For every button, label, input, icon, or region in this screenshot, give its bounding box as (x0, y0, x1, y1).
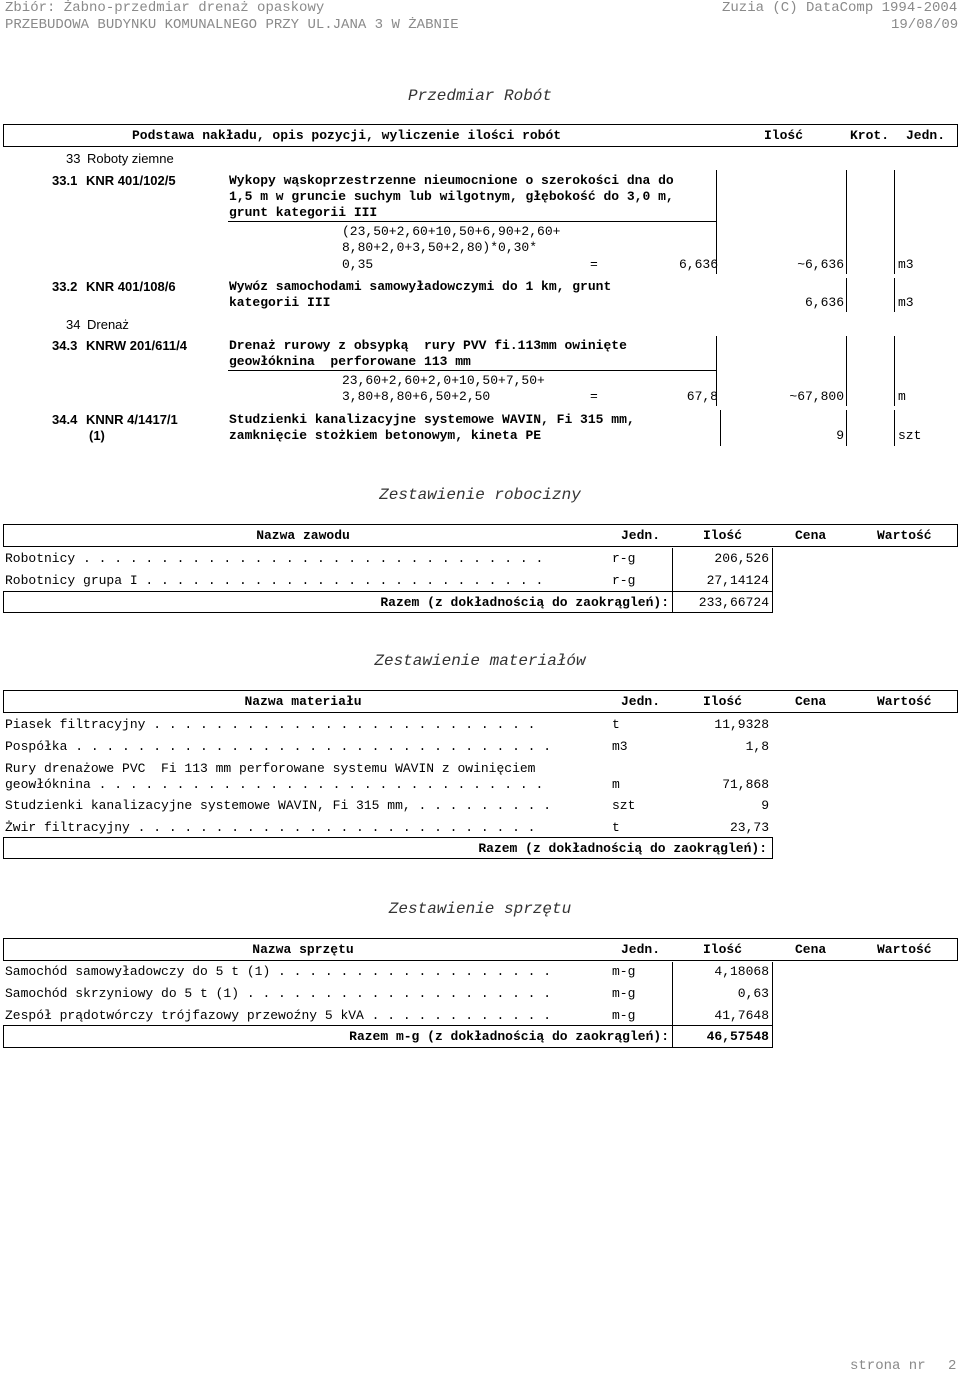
row-ilosc: 206,526 (714, 551, 769, 566)
row-jedn: r-g (612, 573, 636, 588)
divider (894, 170, 895, 274)
divider (846, 410, 847, 446)
row-ilosc: 4,18068 (714, 964, 769, 979)
total-label: Razem m-g (z dokładnością do zaokrągleń): (349, 1029, 669, 1044)
item-opis-line: Wywóz samochodami samowyładowczymi do 1 km, grunt (229, 279, 612, 294)
divider (846, 170, 847, 274)
divider (894, 278, 895, 312)
section-name: Drenaż (87, 317, 129, 332)
project-name: PRZEBUDOWA BUDYNKU KOMUNALNEGO PRZY UL.JANA 3 W ŻABNIE (5, 17, 459, 33)
total-label: Razem (z dokładnością do zaokrągleń): (478, 841, 767, 856)
row-ilosc: 23,73 (729, 820, 769, 835)
robocizna-title: Zestawienie robocizny (379, 486, 581, 504)
section-number: 34 (66, 317, 81, 332)
row-ilosc: 11,9328 (714, 717, 769, 732)
divider (716, 336, 717, 406)
row-nazwa: Robotnicy . . . . . . . . . . . . . . . . . . . . . . . . . . . . . . (5, 551, 544, 566)
total-value: 46,57548 (706, 1029, 769, 1044)
row-ilosc: 41,7648 (714, 1008, 769, 1023)
row-nazwa: Studzienki kanalizacyjne systemowe WAVIN, Fi 315 mm, . . . . . . . . . (5, 798, 552, 813)
item-podstawa: KNNR 4/1417/1 (86, 412, 178, 427)
item-ilosc: ~67,800 (789, 389, 844, 404)
item-lp: 33.1 (52, 173, 78, 188)
row-jedn: t (612, 717, 620, 732)
row-nazwa: Samochód skrzyniowy do 5 t (1) . . . . . . . . . . . . . . . . . . . . (5, 986, 552, 1001)
row-nazwa: Robotnicy grupa I . . . . . . . . . . . . . . . . . . . . . . . . . . (5, 573, 544, 588)
column-wartosc: Wartość (877, 528, 932, 543)
document-date: 19/08/09 (891, 17, 959, 33)
column-jedn: Jedn. (621, 528, 661, 543)
item-jedn: m3 (898, 295, 914, 310)
column-nazwa: Nazwa materiału (244, 694, 362, 709)
divider (772, 962, 773, 1026)
item-wyliczenie-line: 3,80+8,80+6,50+2,50 (342, 389, 491, 404)
item-podstawa: KNRW 201/611/4 (86, 338, 187, 353)
item-opis-line: 1,5 m w gruncie suchym lub wilgotnym, głębokość do 3,0 m, (229, 189, 674, 204)
row-nazwa: geowłóknina . . . . . . . . . . . . . . . . . . . . . . . . . . . . . (5, 777, 544, 792)
section-number: 33 (66, 151, 81, 166)
row-ilosc: 9 (761, 798, 769, 813)
item-podstawa-suffix: (1) (89, 428, 105, 443)
total-value: 233,66724 (698, 595, 769, 610)
header-line-1 (0, 0, 960, 14)
item-opis-line: Drenaż rurowy z obsypką rury PVV fi.113mm owinięte (229, 338, 627, 353)
section-name: Roboty ziemne (87, 151, 174, 166)
divider (894, 410, 895, 446)
total-label: Razem (z dokładnością do zaokrągleń): (380, 595, 669, 610)
row-nazwa-line1: Rury drenażowe PVC Fi 113 mm perforowane systemu WAVIN z owinięciem (5, 761, 536, 776)
column-jedn: Jedn. (906, 128, 946, 143)
divider (720, 410, 721, 446)
item-equals: = (590, 389, 598, 404)
item-equals: = (590, 257, 598, 272)
item-wyliczenie-line: 8,80+2,0+3,50+2,80)*0,30* (342, 240, 538, 255)
item-wyliczenie-line: (23,50+2,60+10,50+6,90+2,60+ (342, 224, 561, 239)
column-nazwa: Nazwa zawodu (256, 528, 350, 543)
item-wynik: 6,636 (678, 257, 718, 272)
row-nazwa: Pospółka . . . . . . . . . . . . . . . . . . . . . . . . . . . . . . . (5, 739, 552, 754)
row-nazwa: Żwir filtracyjny . . . . . . . . . . . . . . . . . . . . . . . . . . (5, 820, 536, 835)
column-cena: Cena (795, 694, 827, 709)
item-opis-line: Wykopy wąskoprzestrzenne nieumocnione o szerokości dna do (229, 173, 674, 188)
item-opis-line: kategorii III (229, 295, 331, 310)
item-wynik: 67,8 (686, 389, 718, 404)
column-nazwa: Nazwa sprzętu (252, 942, 354, 957)
row-nazwa: Samochód samowyładowczy do 5 t (1) . . . . . . . . . . . . . . . . . . (5, 964, 552, 979)
divider (772, 548, 773, 591)
column-ilosc: Ilość (703, 528, 743, 543)
item-ilosc: 6,636 (804, 295, 844, 310)
divider (894, 336, 895, 406)
column-jedn: Jedn. (621, 694, 661, 709)
row-jedn: m-g (612, 1008, 636, 1023)
sprzet-title: Zestawienie sprzętu (388, 900, 572, 918)
row-jedn: m-g (612, 986, 636, 1001)
materialy-title: Zestawienie materiałów (374, 652, 586, 670)
item-jedn: szt (898, 428, 922, 443)
item-opis-line: geowłóknina perforowane 113 mm (229, 354, 471, 369)
divider (228, 221, 716, 222)
divider (846, 336, 847, 406)
divider (716, 170, 717, 274)
divider (846, 278, 847, 312)
column-cena: Cena (795, 528, 827, 543)
column-krot: Krot. (850, 128, 890, 143)
column-ilosc: Ilość (703, 694, 743, 709)
page-label: strona nr (850, 1358, 926, 1374)
page-number: 2 (948, 1358, 957, 1374)
row-ilosc: 0,63 (737, 986, 769, 1001)
column-wartosc: Wartość (877, 942, 932, 957)
item-jedn: m (898, 389, 906, 404)
column-ilosc: Ilość (703, 942, 743, 957)
row-jedn: m-g (612, 964, 636, 979)
row-ilosc: 1,8 (745, 739, 769, 754)
item-podstawa: KNR 401/102/5 (86, 173, 176, 188)
column-wartosc: Wartość (877, 694, 932, 709)
row-ilosc: 71,868 (722, 777, 769, 792)
row-jedn: m (612, 777, 620, 792)
header-line-2 (0, 17, 960, 31)
column-cena: Cena (795, 942, 827, 957)
item-ilosc: 9 (836, 428, 844, 443)
column-ilosc: Ilość (764, 128, 804, 143)
item-lp: 34.4 (52, 412, 78, 427)
divider (228, 370, 716, 371)
przedmiar-title: Przedmiar Robót (407, 87, 553, 105)
item-lp: 34.3 (52, 338, 78, 353)
item-opis-line: zamknięcie stożkiem betonowym, kineta PE (229, 428, 542, 443)
row-jedn: t (612, 820, 620, 835)
row-nazwa: Zespół prądotwórczy trójfazowy przewoźny 5 kVA . . . . . . . . . . . . (5, 1008, 552, 1023)
column-jedn: Jedn. (621, 942, 661, 957)
item-podstawa: KNR 401/108/6 (86, 279, 176, 294)
column-opis: Podstawa nakładu, opis pozycji, wyliczenie ilości robót (132, 128, 562, 143)
row-jedn: r-g (612, 551, 636, 566)
row-jedn: m3 (612, 739, 628, 754)
software-credit: Zuzia (C) DataComp 1994-2004 (722, 0, 958, 16)
row-ilosc: 27,14124 (706, 573, 769, 588)
item-opis-line: grunt kategorii III (229, 205, 378, 220)
item-ilosc: ~6,636 (797, 257, 844, 272)
row-jedn: szt (612, 798, 636, 813)
item-jedn: m3 (898, 257, 914, 272)
item-wyliczenie-line: 23,60+2,60+2,0+10,50+7,50+ (342, 373, 545, 388)
row-nazwa: Piasek filtracyjny . . . . . . . . . . . . . . . . . . . . . . . . . (5, 717, 536, 732)
collection-name: Zbiór: Żabno-przedmiar drenaż opaskowy (5, 0, 325, 16)
item-opis-line: Studzienki kanalizacyjne systemowe WAVIN, Fi 315 mm, (229, 412, 635, 427)
item-lp: 33.2 (52, 279, 78, 294)
item-wyliczenie-line: 0,35 (342, 257, 374, 272)
